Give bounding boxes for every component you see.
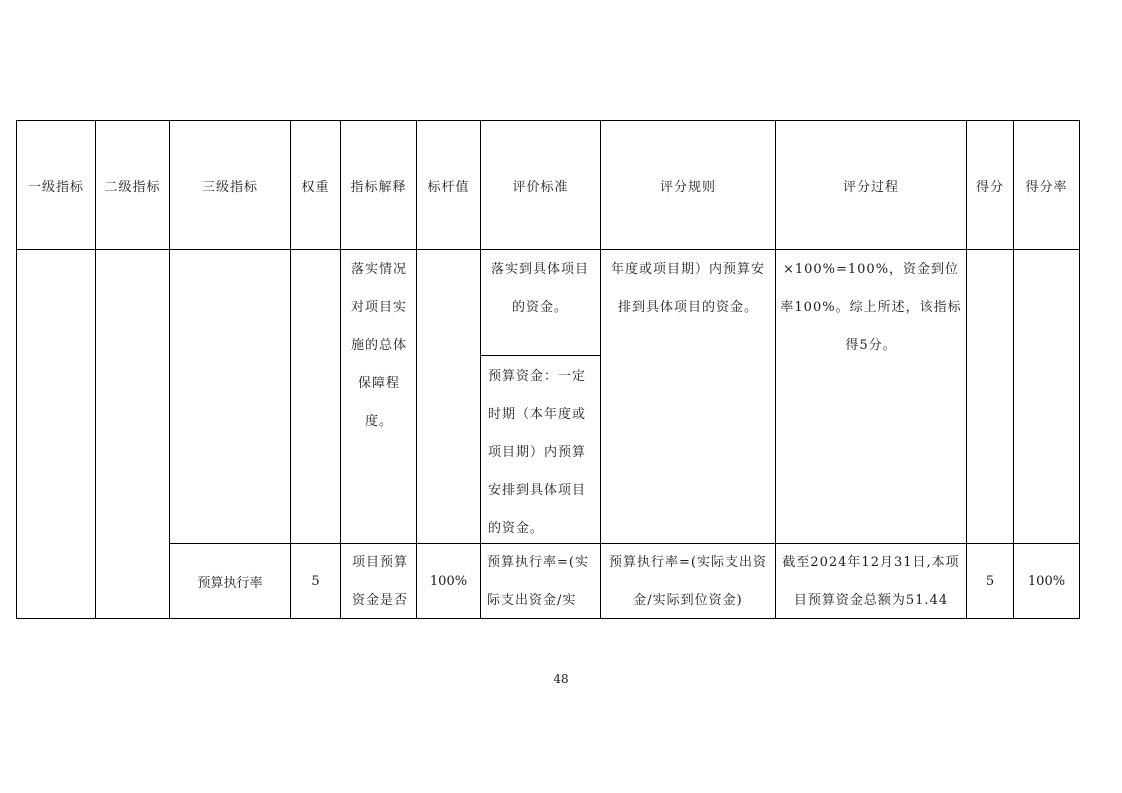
header-explanation: 指标解释 <box>350 179 407 195</box>
header-divider <box>16 249 1080 250</box>
header-scoring-process: 评分过程 <box>842 179 899 195</box>
page-number: 48 <box>553 672 569 686</box>
criteria-divider <box>480 355 600 356</box>
header-score: 得分 <box>975 179 1004 195</box>
header-weight: 权重 <box>301 179 330 195</box>
row2-score-rate: 100% <box>1027 573 1066 589</box>
header-score-rate: 得分率 <box>1025 179 1068 195</box>
row2-scoring-rule: 预算执行率=(实际支出资金/实际到位资金) <box>609 555 767 608</box>
row1-explanation: 落实情况对项目实施的总体保障程度。 <box>351 262 408 429</box>
row2-criteria: 预算执行率=(实际支出资金/实 <box>487 555 589 608</box>
row1-criteria-bottom: 预算资金：一定时期（本年度或项目期）内预算安排到具体项目的资金。 <box>488 369 587 536</box>
row2-indicator: 预算执行率 <box>197 575 263 591</box>
header-criteria: 评价标准 <box>512 179 569 195</box>
header-level1-indicator: 一级指标 <box>27 179 84 195</box>
row2-score: 5 <box>985 573 995 589</box>
header-level3-indicator: 三级指标 <box>201 179 258 195</box>
header-level2-indicator: 二级指标 <box>104 179 161 195</box>
row1-scoring-rule: 年度或项目期）内预算安排到具体项目的资金。 <box>610 262 765 315</box>
row2-explanation: 项目预算资金是否 <box>351 555 408 608</box>
header-scoring-rule: 评分规则 <box>659 179 716 195</box>
header-benchmark: 标杆值 <box>427 179 470 195</box>
row2-scoring-process: 截至2024年12月31日,本项目预算资金总额为51.44 <box>782 555 960 608</box>
row2-benchmark: 100% <box>429 573 468 589</box>
row1-criteria-top: 落实到具体项目的资金。 <box>490 262 589 315</box>
row2-weight: 5 <box>311 573 320 589</box>
row1-scoring-process: ×100%=100%，资金到位率100%。综上所述，该指标得5分。 <box>780 262 962 353</box>
col-line-11 <box>1079 120 1080 619</box>
